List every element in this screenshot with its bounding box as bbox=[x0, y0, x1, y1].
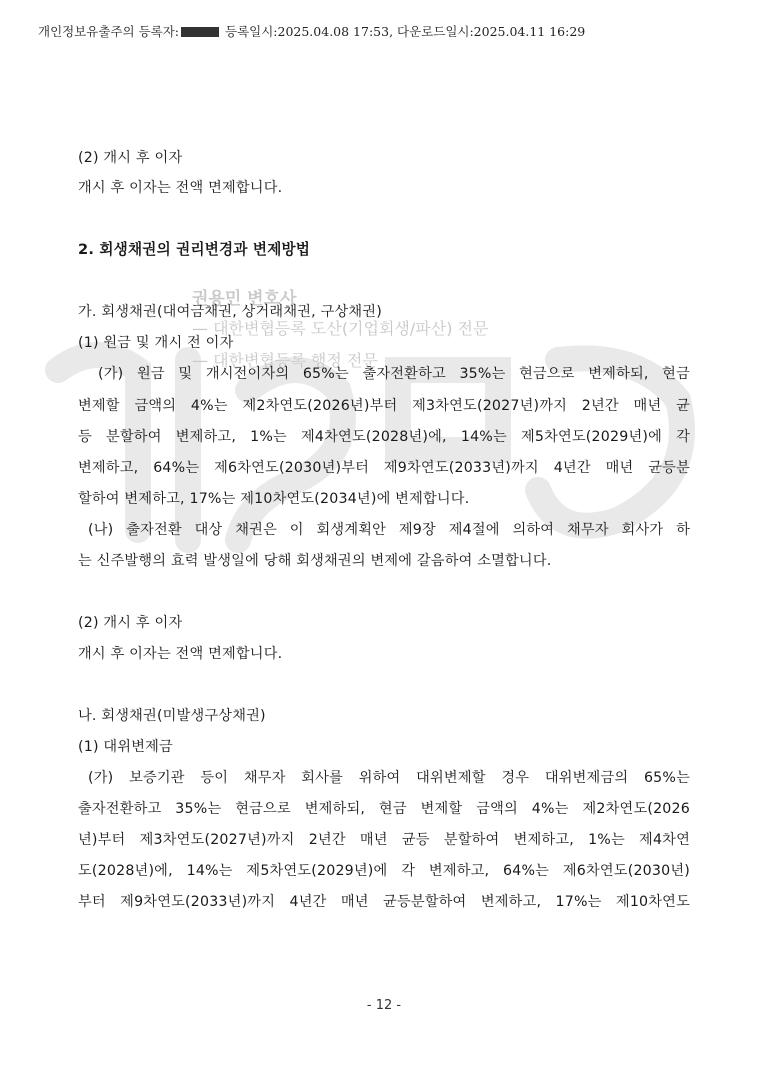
paragraph-line: 출자전환하고 35%는 현금으로 변제하되, 현금 변제할 금액의 4%는 제2차연도(2026 bbox=[78, 801, 690, 817]
subheading-post-interest: (2) 개시 후 이자 bbox=[78, 615, 183, 631]
paragraph-line: 변제할 금액의 4%는 제2차연도(2026년)부터 제3차연도(2027년)까지 2년간 매년 균 bbox=[78, 398, 690, 414]
watermark-line-1: — 대한변협등록 도산(기업회생/파산) 전문 bbox=[192, 319, 489, 338]
paragraph-line: 변제하고, 64%는 제6차연도(2030년)부터 제9차연도(2033년)까지 4년간 매년 균등분 bbox=[78, 460, 690, 476]
download-header bbox=[38, 22, 585, 40]
subheading-subrogation: (1) 대위변제금 bbox=[78, 739, 173, 755]
paragraph-line: 개시 후 이자는 전액 면제합니다. bbox=[78, 646, 283, 662]
paragraph-line: 년)부터 제3차연도(2027년)까지 2년간 매년 균등 분할하여 변제하고, 1%는 제4차연 bbox=[78, 832, 690, 848]
paragraph-line: 개시 후 이자는 전액 면제합니다. bbox=[78, 180, 283, 196]
page-number: - 12 - bbox=[366, 998, 402, 1013]
paragraph-line: (나) 출자전환 대상 채권은 이 회생계획안 제9장 제4절에 의하여 채무자 회사가 하 bbox=[88, 522, 690, 538]
paragraph-line: 도(2028년)에, 14%는 제5차연도(2029년)에 각 변제하고, 64%는 제6차연도(2030년) bbox=[78, 863, 690, 879]
watermark-name: 권용민 변호사 bbox=[192, 289, 297, 309]
header-suffix: 등록일시:2025.04.08 17:53, 다운로드일시:2025.04.11 16:29 bbox=[221, 24, 586, 39]
paragraph-line: 는 신주발행의 효력 발생일에 당해 회생채권의 변제에 갈음하여 소멸합니다. bbox=[78, 553, 552, 569]
paragraph-line: 할하여 변제하고, 17%는 제10차연도(2034년)에 변제합니다. bbox=[78, 491, 470, 507]
header-prefix: 개인정보유출주의 등록자: bbox=[38, 24, 180, 39]
subheading-principal: (1) 원금 및 개시 전 이자 bbox=[78, 335, 234, 351]
paragraph-line: 등 분할하여 변제하고, 1%는 제4차연도(2028년)에, 14%는 제5차연도(2029년)에 각 bbox=[78, 429, 690, 445]
subsection-heading: 가. 회생채권(대여금채권, 상거래채권, 구상채권) bbox=[78, 304, 382, 320]
section-heading: 2. 회생채권의 권리변경과 변제방법 bbox=[78, 241, 311, 258]
watermark-line-2: — 대한변협등록 행정 전문 bbox=[192, 351, 378, 370]
paragraph-line: (가) 보증기관 등이 채무자 회사를 위하여 대위변제할 경우 대위변제금의 65%는 bbox=[88, 770, 690, 786]
paragraph-line: 부터 제9차연도(2033년)까지 4년간 매년 균등분할하여 변제하고, 17%는 제10차연도 bbox=[78, 894, 690, 910]
subsection-heading: 나. 회생채권(미발생구상채권) bbox=[78, 708, 266, 724]
redacted-registrant bbox=[181, 27, 219, 37]
subheading-post-interest: (2) 개시 후 이자 bbox=[78, 150, 183, 166]
paragraph-line: (가) 원금 및 개시전이자의 65%는 출자전환하고 35%는 현금으로 변제하되, 현금 bbox=[98, 366, 690, 382]
